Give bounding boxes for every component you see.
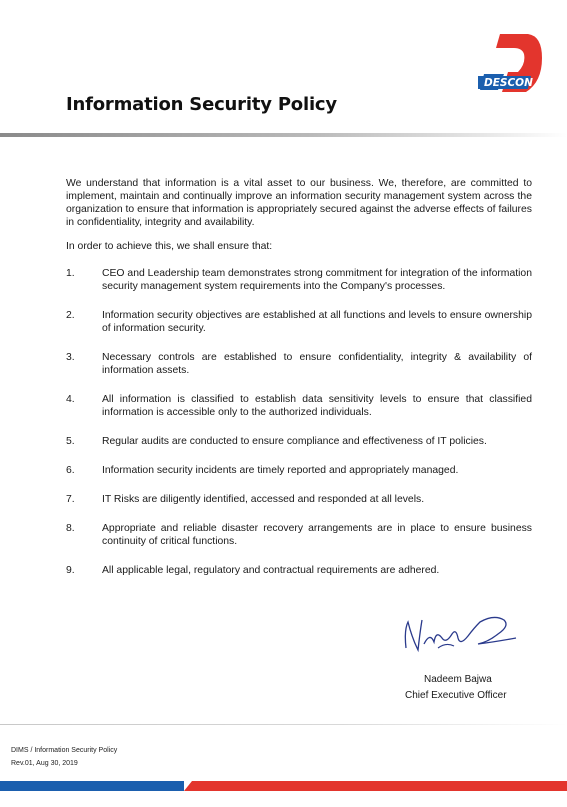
- item-number: 1.: [66, 268, 75, 279]
- item-text: All applicable legal, regulatory and contractual requirements are adhered.: [102, 565, 440, 576]
- descon-logo: [478, 24, 546, 104]
- intro-paragraph: We understand that information is a vital asset to our business. We, therefore, are committed to implement, maintain and continually improve an information security management system across the organization to ensure that information is appropriately secured against the adverse effects of failures in confidentiality, integrity and availability.: [66, 178, 532, 228]
- item-text: IT Risks are diligently identified, accessed and responded at all levels.: [102, 494, 425, 505]
- item-text: Appropriate and reliable disaster recovery arrangements are in place to ensure business continuity of critical functions.: [102, 523, 532, 547]
- list-item: [66, 267, 532, 293]
- list-item: [66, 435, 532, 448]
- item-number: 3.: [66, 352, 75, 363]
- item-text: Necessary controls are established to ensure confidentiality, integrity & availability of information assets.: [102, 352, 532, 376]
- item-text: Information security incidents are timely reported and appropriately managed.: [102, 465, 459, 476]
- list-item: [66, 464, 532, 477]
- list-item: [66, 393, 532, 419]
- footer-blue-band: [0, 781, 184, 791]
- logo-text: DESCON: [484, 77, 533, 89]
- list-item: [66, 493, 532, 506]
- footer-red-band: [184, 781, 567, 791]
- item-text: Regular audits are conducted to ensure compliance and effectiveness of IT policies.: [102, 436, 487, 447]
- item-number: 7.: [66, 494, 75, 505]
- footer-divider: [0, 724, 567, 725]
- list-item: [66, 351, 532, 377]
- signatory-title: Chief Executive Officer: [405, 690, 507, 701]
- item-number: 8.: [66, 523, 75, 534]
- signatory-name: Nadeem Bajwa: [424, 674, 492, 685]
- signature: [398, 608, 520, 664]
- item-number: 4.: [66, 394, 75, 405]
- item-number: 6.: [66, 465, 75, 476]
- header-divider: [0, 133, 567, 137]
- list-item: [66, 564, 532, 577]
- item-text: Information security objectives are established at all functions and levels to ensure ownership of information security.: [102, 310, 532, 334]
- document-reference: DIMS / Information Security Policy: [11, 747, 118, 754]
- item-text: CEO and Leadership team demonstrates strong commitment for integration of the information security management system requirements into the Company's processes.: [102, 268, 532, 292]
- page-title: Information Security Policy: [66, 94, 337, 115]
- item-number: 9.: [66, 565, 75, 576]
- list-item: [66, 522, 532, 548]
- list-item: [66, 309, 532, 335]
- item-text: All information is classified to establish data sensitivity levels to ensure that classified information is accessible only to the authorized individuals.: [102, 394, 532, 418]
- revision-date: Rev.01, Aug 30, 2019: [11, 760, 78, 767]
- policy-body: [66, 177, 532, 577]
- item-number: 2.: [66, 310, 75, 321]
- lead-sentence: In order to achieve this, we shall ensure that:: [66, 241, 273, 252]
- item-number: 5.: [66, 436, 75, 447]
- policy-list: [66, 267, 532, 577]
